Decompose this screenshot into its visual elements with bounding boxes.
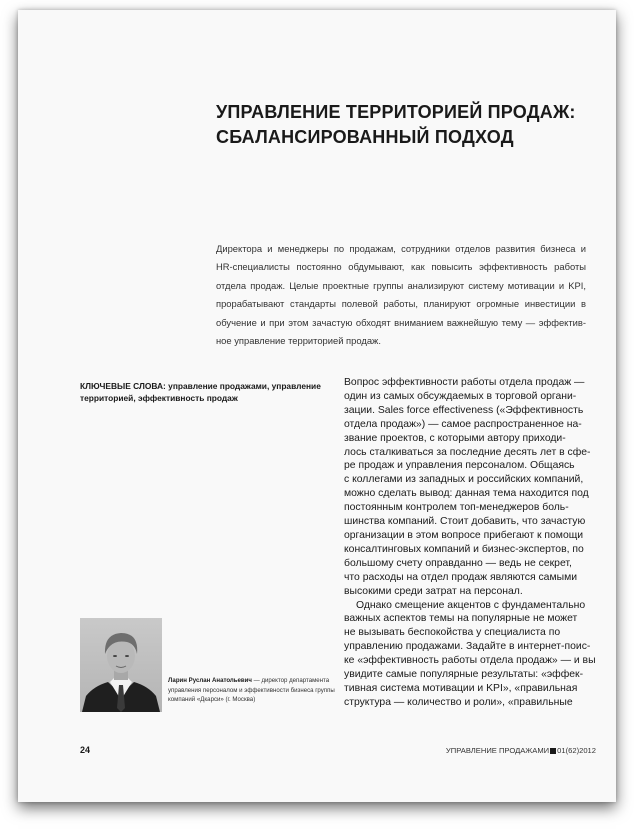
author-caption xyxy=(168,676,338,705)
lead-line: обучение и при этом зачастую обходят вниманием важнейшую тему — эффектив- xyxy=(216,316,586,328)
body-line: Однако смещение акцентов с фундаментально xyxy=(356,599,586,611)
lead-line: отдела продаж. Целые проектные группы анализируют систему мотивации и KPI, xyxy=(216,279,586,291)
article-lead xyxy=(216,240,586,350)
lead-line: Директора и менеджеры по продажам, сотрудники отделов развития бизнеса и xyxy=(216,243,586,254)
body-line: ре продаж и управления персоналом. Общаясь xyxy=(344,460,575,472)
lead-line: прорабатывают стандарты полевой работы, планируют огромные инвестиции в xyxy=(216,298,586,310)
body-line: ке «эффективность работы отдела продаж» — и вы xyxy=(344,655,596,667)
journal-name: УПРАВЛЕНИЕ ПРОДАЖАМИ xyxy=(445,746,550,755)
author-caption-line xyxy=(168,676,338,686)
body-line: тивная система мотивации и KPI», «правильная xyxy=(344,682,578,694)
body-line: структура — количество и роли», «правильные xyxy=(344,696,573,708)
body-line: один из самых обсуждаемых в торговой органи- xyxy=(344,390,577,402)
body-line: управлению продажами. Задайте в интернет-поис- xyxy=(344,641,591,653)
article-title-line: УПРАВЛЕНИЕ ТЕРРИТОРИЕЙ ПРОДАЖ: xyxy=(216,102,576,122)
author-portrait-icon xyxy=(80,618,162,712)
body-line: отдела продаж») — самое распространенное на- xyxy=(344,418,582,430)
article-title xyxy=(216,100,596,150)
body-line: большому счету оправданно — ведь не секрет, xyxy=(344,557,572,569)
author-name: Ларин Руслан Анатольевич xyxy=(168,677,252,684)
journal-footer xyxy=(446,746,596,755)
body-line: Вопрос эффективности работы отдела продаж — xyxy=(344,377,585,388)
body-line: консалтинговых компаний и бизнес-экспертов, по xyxy=(344,543,584,555)
body-line: звание проектов, с которыми автору приходи- xyxy=(344,432,566,444)
keywords-line: территорией, эффективность продаж xyxy=(80,392,238,403)
body-line: увидите самые популярные результаты: «эффек- xyxy=(344,669,584,681)
square-icon xyxy=(550,748,556,754)
keywords-block xyxy=(80,381,335,404)
page-number: 24 xyxy=(80,745,91,755)
author-caption-line: управления персоналом и эффективности бизнеса группы xyxy=(168,686,335,694)
document-page xyxy=(18,10,616,802)
body-line: зации. Sales force effectiveness («Эффективность xyxy=(344,404,584,416)
body-line: можно сделать вывод: данная тема находится под xyxy=(344,488,589,500)
body-line: с коллегами из западных и российских компаний, xyxy=(344,474,584,486)
article-body xyxy=(344,376,599,710)
author-role: — директор департамента xyxy=(251,677,330,684)
body-line: важных аспектов темы на популярные не может xyxy=(344,613,578,625)
article-title-line: СБАЛАНСИРОВАННЫЙ ПОДХОД xyxy=(216,127,514,147)
keywords-line: КЛЮЧЕВЫЕ СЛОВА: управление продажами, управление xyxy=(80,381,321,391)
body-line: лось сталкиваться за последние десять лет в сфе- xyxy=(344,446,591,458)
author-caption-line: компаний «Дкарси» (г. Москва) xyxy=(168,696,256,704)
body-line: что расходы на отдел продаж являются самыми xyxy=(344,571,578,583)
body-line: шинства компаний. Стоит добавить, что зачастую xyxy=(344,516,586,528)
body-line: организации в этом вопросе прибегают к помощи xyxy=(344,529,584,541)
body-line: постоянным контролем топ-менеджеров боль- xyxy=(344,502,569,514)
body-line: не вызывать беспокойства у специалиста по xyxy=(344,627,561,639)
lead-line: ное управление территорией продаж. xyxy=(216,335,381,347)
lead-line: HR-специалисты постоянно обдумывают, как повысить эффективность работы xyxy=(216,261,586,273)
journal-issue: 01(62)2012 xyxy=(557,746,596,755)
author-photo xyxy=(80,618,162,712)
body-line: высокими среди затрат на персонал. xyxy=(344,585,523,597)
